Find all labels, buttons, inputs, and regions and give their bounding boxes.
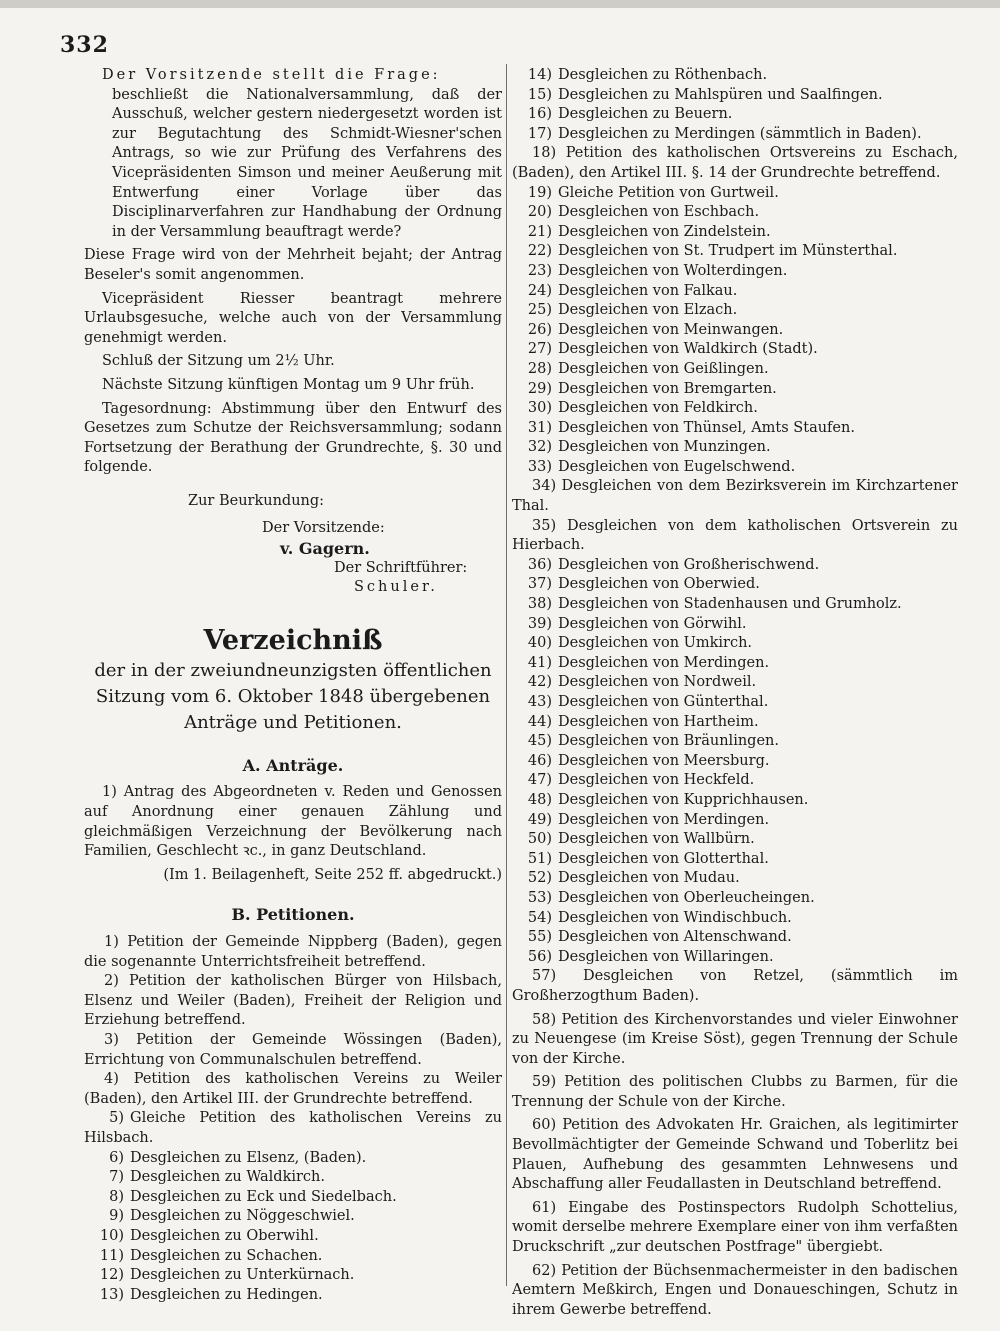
list-item: 8) Desgleichen zu Eck und Siedelbach. (109, 1188, 397, 1205)
list-item: 44) Desgleichen von Hartheim. (527, 713, 759, 730)
vote-result: Diese Frage wird von der Mehrheit bejaht; der Antrag Beseler's somit angenommen. (84, 247, 502, 283)
list-item: 7) Desgleichen zu Waldkirch. (109, 1169, 325, 1186)
list-item: 32) Desgleichen von Munzingen. (527, 439, 771, 456)
list-item: 23) Desgleichen von Wolterdingen. (527, 262, 788, 279)
column-divider (506, 64, 507, 1286)
list-item: 33) Desgleichen von Eugelschwend. (527, 458, 796, 475)
list-item: 48) Desgleichen von Kupprichhausen. (527, 791, 809, 808)
list-item: 19) Gleiche Petition von Gurtweil. (527, 184, 779, 201)
page-number: 332 (60, 32, 109, 58)
list-item: 47) Desgleichen von Heckfeld. (527, 772, 755, 789)
list-item: 10) Desgleichen zu Oberwihl. (99, 1227, 319, 1244)
page-top-edge (0, 0, 1000, 8)
list-item: 4) Petition des katholischen Vereins zu Weiler (Baden), den Artikel III. der Grundrechte betreffend. (84, 1071, 502, 1107)
list-item: 43) Desgleichen von Günterthal. (527, 694, 769, 710)
list-item: 22) Desgleichen von St. Trudpert im Münsterthal. (527, 243, 898, 260)
secretary-name: Schuler. (354, 579, 438, 596)
petitions-long-list (84, 933, 502, 1109)
list-item: 3) Petition der Gemeinde Wössingen (Baden), Errichtung von Communalschulen betreffend. (84, 1031, 502, 1068)
vice-president-note: Vicepräsident Riesser beantragt mehrere Urlaubsgesuche, welche auch von der Versammlung genehmigt werden. (84, 290, 502, 346)
petitions-short-list (84, 1109, 502, 1305)
question-text: beschließt die Nationalversammlung, daß der Ausschuß, welcher gestern niedergesetzt worden ist zur Begutachtung des Schmidt-Wiesner'schen Antrags, so wie zur Prüfung des Verfahrens des Vicepräsidenten Simson und meiner Aeußerung mit Entwerfung einer Vorlage über das Disciplinarverfahren zur Handhabung der Ordnung in der Versammlung beauftragt werde? (112, 86, 502, 240)
list-item: 61) Eingabe des Postinspectors Rudolph Schottelius, womit derselbe mehrere Exemplare einer von ihm verfaßten Druckschrift „zur deutschen Postfrage" übergiebt. (512, 1199, 959, 1256)
list-item: 34) Desgleichen von dem Bezirksverein im Kirchzartener Thal. (512, 478, 958, 515)
list-item: 62) Petition der Büchsenmachermeister in den badischen Aemtern Meßkirch, Engen und Donaueschingen, Schutz in ihrem Gewerbe betreffend. (512, 1262, 958, 1318)
chair-name: v. Gagern. (280, 539, 370, 559)
list-item: 59) Petition des politischen Clubbs zu Barmen, für die Trennung der Schule von der Kirche. (512, 1074, 958, 1110)
list-item: 37) Desgleichen von Oberwied. (527, 576, 760, 593)
list-item: 29) Desgleichen von Bremgarten. (527, 380, 777, 397)
list-item: 14) Desgleichen zu Röthenbach. (527, 67, 768, 83)
list-item: 39) Desgleichen von Görwihl. (527, 615, 747, 632)
list-item: 50) Desgleichen von Wallbürn. (527, 831, 755, 848)
list-item: 40) Desgleichen von Umkirch. (527, 635, 753, 652)
section-a-heading: A. Anträge. (242, 755, 344, 775)
list-item: 57) Desgleichen von Retzel, (sämmtlich im Großherzogthum Baden). (512, 968, 958, 1004)
list-item: 46) Desgleichen von Meersburg. (527, 752, 770, 769)
list-item: 25) Desgleichen von Elzach. (527, 302, 738, 319)
list-item: 45) Desgleichen von Bräunlingen. (527, 733, 779, 750)
list-item: 41) Desgleichen von Merdingen. (527, 654, 770, 671)
list-item: 6) Desgleichen zu Elsenz, (Baden). (109, 1149, 367, 1166)
session-close: Schluß der Sitzung um 2½ Uhr. (102, 353, 335, 370)
list-item: 55) Desgleichen von Altenschwand. (527, 929, 792, 946)
list-item: 11) Desgleichen zu Schachen. (99, 1247, 323, 1264)
list-item: 24) Desgleichen von Falkau. (527, 282, 738, 299)
list-item: 13) Desgleichen zu Hedingen. (99, 1286, 323, 1303)
list-item: 42) Desgleichen von Nordweil. (527, 674, 757, 691)
list-item: 2) Petition der katholischen Bürger von Hilsbach, Elsenz und Weiler (Baden), Freiheit der Religion und Erziehung betreffend. (84, 973, 502, 1029)
list-item: 60) Petition des Advokaten Hr. Graichen, als legitimirter Bevollmächtigter der Gemeinde Schwand und Toberlitz bei Plauen, Aufhebung des gesammten Lehnwesens und Abschaffung aller Feudallasten in Deutschland betreffend. (512, 1117, 958, 1193)
index-title: Verzeichniß (203, 624, 383, 656)
list-item: 30) Desgleichen von Feldkirch. (527, 400, 758, 417)
agenda: Tagesordnung: Abstimmung über den Entwurf des Gesetzes zum Schutze der Reichsversammlung; sodann Fortsetzung der Berathung der Grundrechte, §. 30 und folgende. (84, 400, 502, 476)
list-item: 5) Gleiche Petition des katholischen Vereins zu Hilsbach. (84, 1110, 502, 1146)
list-item: 21) Desgleichen von Zindelstein. (527, 223, 771, 240)
index-subtitle: der in der zweiundneunzigsten öffentlichen Sitzung vom 6. Oktober 1848 übergebenen Anträge und Petitionen. (94, 659, 492, 733)
antrag-1: 1) Antrag des Abgeordneten v. Reden und Genossen auf Anordnung einer genauen Zählung und gleichmäßigen Verzeichnung der Bevölkerung nach Familien, Geschlecht ꝛc., in ganz Deutschland. (84, 784, 502, 860)
list-item: 54) Desgleichen von Windischbuch. (527, 909, 792, 926)
list-item: 38) Desgleichen von Stadenhausen und Grumholz. (527, 596, 902, 613)
antrag-1-note: (Im 1. Beilagenheft, Seite 252 ff. abgedruckt.) (163, 866, 502, 883)
question-intro: Der Vorsitzende stellt die Frage: (102, 67, 441, 83)
list-item: 1) Petition der Gemeinde Nippberg (Baden), gegen die sogenannte Unterrichtsfreiheit betreffend. (84, 934, 502, 970)
list-item: 51) Desgleichen von Glotterthal. (527, 850, 769, 867)
list-item: 26) Desgleichen von Meinwangen. (527, 321, 784, 338)
list-item: 15) Desgleichen zu Mahlspüren und Saalfingen. (527, 86, 883, 103)
secretary-label: Der Schriftführer: (334, 559, 468, 576)
list-item: 28) Desgleichen von Geißlingen. (527, 360, 769, 377)
right-column (512, 66, 958, 1320)
list-item: 20) Desgleichen von Eschbach. (527, 204, 760, 221)
chair-label: Der Vorsitzende: (262, 520, 385, 537)
next-session: Nächste Sitzung künftigen Montag um 9 Uhr früh. (102, 376, 475, 393)
list-item: 16) Desgleichen zu Beuern. (527, 106, 733, 123)
list-item: 12) Desgleichen zu Unterkürnach. (99, 1267, 355, 1284)
list-item: 49) Desgleichen von Merdingen. (527, 811, 770, 828)
list-item: 53) Desgleichen von Oberleucheingen. (527, 889, 815, 906)
list-item: 58) Petition des Kirchenvorstandes und vieler Einwohner zu Neuengese (im Kreise Söst), gegen Trennung der Schule von der Kirche. (512, 1011, 958, 1067)
list-item: 18) Petition des katholischen Ortsvereins zu Eschach, (Baden), den Artikel III. §. 14 der Grundrechte betreffend. (512, 145, 958, 181)
list-item: 9) Desgleichen zu Nöggeschwiel. (109, 1208, 355, 1225)
list-item: 56) Desgleichen von Willaringen. (527, 948, 774, 965)
section-b-heading: B. Petitionen. (231, 905, 355, 925)
list-item: 35) Desgleichen von dem katholischen Ortsverein zu Hierbach. (512, 517, 958, 554)
list-item: 27) Desgleichen von Waldkirch (Stadt). (527, 341, 818, 358)
list-item: 17) Desgleichen zu Merdingen (sämmtlich in Baden). (527, 125, 922, 142)
list-item: 31) Desgleichen von Thünsel, Amts Staufen. (527, 419, 855, 436)
list-item: 36) Desgleichen von Großherischwend. (527, 556, 820, 573)
left-column (84, 66, 502, 1305)
list-item: 52) Desgleichen von Mudau. (527, 870, 740, 887)
certification-label: Zur Beurkundung: (188, 492, 325, 509)
